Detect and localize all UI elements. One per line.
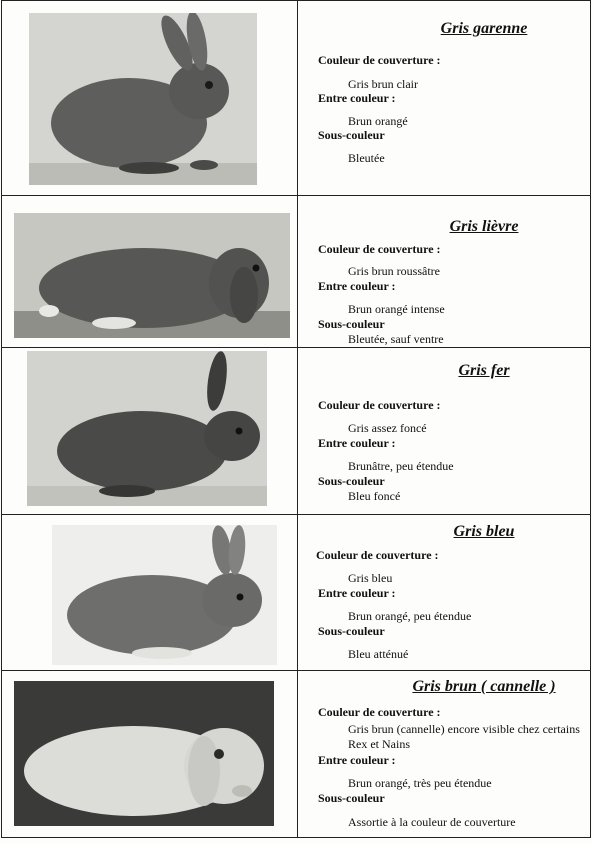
breed-title: Gris brun ( cannelle ) xyxy=(412,678,556,695)
photo-cell xyxy=(2,1,298,195)
couverture-label: Couleur de couverture : xyxy=(318,53,441,67)
rabbit-sitting-icon xyxy=(29,13,257,185)
rabbit-lop-icon xyxy=(14,681,274,826)
couverture-value: Gris brun clair xyxy=(348,77,418,91)
sous-couleur-label: Sous-couleur xyxy=(318,128,385,142)
sous-couleur-label: Sous-couleur xyxy=(318,474,385,488)
entre-couleur-label: Entre couleur : xyxy=(318,91,396,105)
entre-couleur-label: Entre couleur : xyxy=(318,436,396,450)
rabbit-photo-gris-garenne xyxy=(29,13,257,185)
couverture-label: Couleur de couverture : xyxy=(318,705,441,719)
sous-couleur-value: Bleu foncé xyxy=(348,489,401,503)
rabbit-photo-gris-brun-cannelle xyxy=(14,681,274,826)
rabbit-photo-gris-lievre xyxy=(14,213,290,338)
text-cell xyxy=(298,196,590,347)
table-row-gris-brun-cannelle xyxy=(2,671,590,837)
breed-title: Gris bleu xyxy=(453,523,515,540)
entre-couleur-value: Brun orangé, très peu étendue xyxy=(348,776,492,790)
sous-couleur-value: Bleutée xyxy=(348,151,385,165)
text-cell xyxy=(298,515,590,670)
entre-couleur-value: Brun orangé intense xyxy=(348,302,445,316)
couverture-label: Couleur de couverture : xyxy=(316,548,439,562)
table-row-gris-lievre xyxy=(2,196,590,348)
couverture-label: Couleur de couverture : xyxy=(318,242,441,256)
entre-couleur-label: Entre couleur : xyxy=(318,279,396,293)
rabbit-photo-gris-fer xyxy=(27,351,267,506)
couverture-value: Gris bleu xyxy=(348,571,393,585)
couverture-value: Gris assez foncé xyxy=(348,421,427,435)
photo-cell xyxy=(2,515,298,670)
couverture-value: Gris brun (cannelle) encore visible chez certains Rex et Nains xyxy=(348,722,580,751)
sous-couleur-value: Assortie à la couleur de couverture xyxy=(348,815,516,829)
breed-title: Gris lièvre xyxy=(449,218,519,235)
photo-cell xyxy=(2,671,298,837)
entre-couleur-label: Entre couleur : xyxy=(318,753,396,767)
text-cell xyxy=(298,671,590,837)
sous-couleur-value: Bleu atténué xyxy=(348,647,409,661)
couverture-label: Couleur de couverture : xyxy=(318,398,441,412)
sous-couleur-label: Sous-couleur xyxy=(318,624,385,638)
entre-couleur-label: Entre couleur : xyxy=(318,586,396,600)
rabbit-lop-icon xyxy=(14,213,290,338)
entre-couleur-value: Brun orangé, peu étendue xyxy=(348,609,472,623)
sous-couleur-value: Bleutée, sauf ventre xyxy=(348,332,444,346)
entre-couleur-value: Brun orangé xyxy=(348,114,408,128)
breed-title: Gris fer xyxy=(458,362,510,379)
table-row-gris-garenne xyxy=(2,1,590,196)
rabbit-sitting-icon xyxy=(27,351,267,506)
table-row-gris-bleu xyxy=(2,515,590,671)
breed-title: Gris garenne xyxy=(440,20,528,37)
table-row-gris-fer xyxy=(2,348,590,515)
rabbit-photo-gris-bleu xyxy=(52,525,277,665)
sous-couleur-label: Sous-couleur xyxy=(318,791,385,805)
couverture-value: Gris brun roussâtre xyxy=(348,264,440,278)
rabbit-sitting-icon xyxy=(52,525,277,665)
sous-couleur-label: Sous-couleur xyxy=(318,317,385,331)
entre-couleur-value: Brunâtre, peu étendue xyxy=(348,459,454,473)
text-cell xyxy=(298,1,590,195)
photo-cell xyxy=(2,348,298,514)
text-cell xyxy=(298,348,590,514)
breed-color-table xyxy=(1,0,591,838)
photo-cell xyxy=(2,196,298,347)
